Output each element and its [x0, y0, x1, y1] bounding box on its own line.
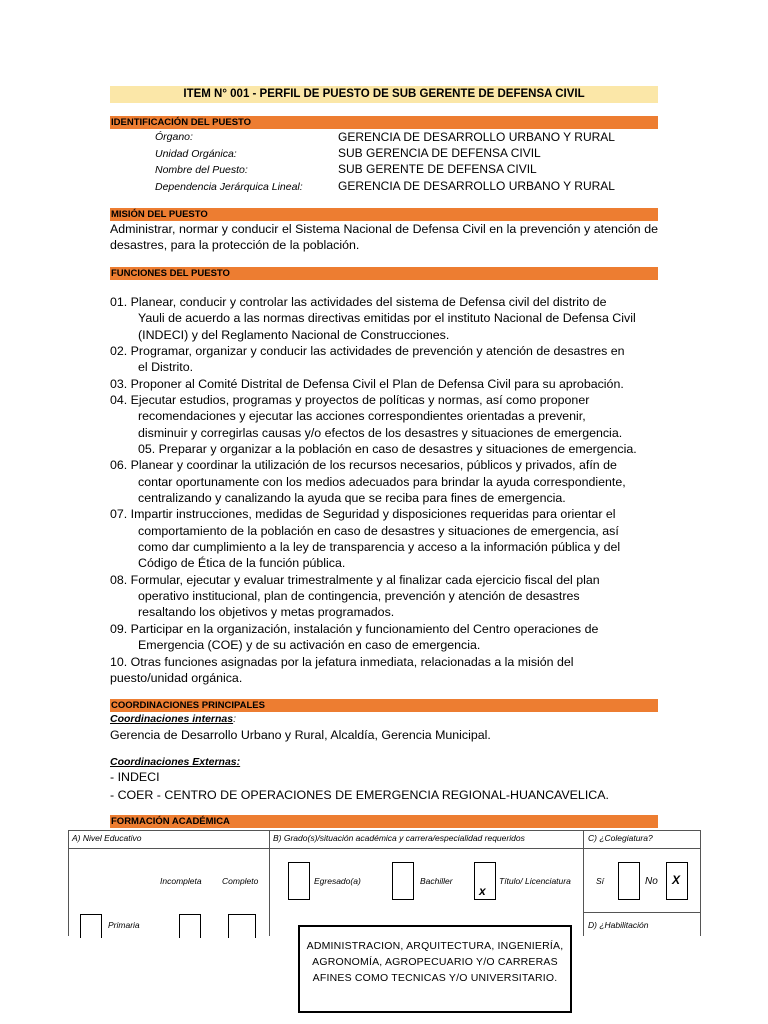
- funcion-line: resaltando los objetivos y metas programados.: [138, 605, 395, 619]
- section-formacion-header: FORMACIÓN ACADÉMICA: [110, 815, 658, 828]
- funcion-line: 04. Ejecutar estudios, programas y proyectos de políticas y normas, así como proponer: [110, 393, 590, 407]
- coordinaciones-externas-label: Coordinaciones Externas:: [110, 756, 241, 768]
- funcion-line: como dar cumplimiento a la ley de transparencia y acceso a la información pública y del: [138, 540, 621, 554]
- organo-value: GERENCIA DE DESARROLLO URBANO Y RURAL: [338, 130, 615, 144]
- funcion-line: 02. Programar, organizar y conducir las actividades de prevención y atención de desastres en: [110, 344, 625, 358]
- funcion-line: 10. Otras funciones asignadas por la jefatura inmediata, relacionadas a la misión del: [110, 655, 574, 669]
- funcion-line: 07. Impartir instrucciones, medidas de Seguridad y disposiciones requeridas para orientar el: [110, 507, 616, 521]
- funcion-line: disminuir y corregirlas causas y/o efectos de los desastres y situaciones de emergencia.: [138, 426, 623, 440]
- primaria-checkbox[interactable]: [80, 914, 102, 938]
- section-funciones-header: FUNCIONES DEL PUESTO: [110, 267, 658, 280]
- puesto-label: Nombre del Puesto:: [155, 164, 248, 176]
- table-border: [68, 848, 701, 849]
- funcion-line: (INDECI) y del Reglamento Nacional de Construcciones.: [138, 328, 450, 342]
- organo-label: Órgano:: [155, 131, 193, 143]
- dependencia-label: Dependencia Jerárquica Lineal:: [155, 181, 303, 193]
- egresado-checkbox[interactable]: [288, 862, 310, 900]
- dependencia-value: GERENCIA DE DESARROLLO URBANO Y RURAL: [338, 179, 615, 193]
- funcion-line: puesto/unidad orgánica.: [110, 671, 243, 685]
- funcion-line: Emergencia (COE) y de su activación en caso de emergencia.: [138, 638, 481, 652]
- funcion-line: contar oportunamente con los medios adecuados para brindar la ayuda correspondiente,: [138, 475, 626, 489]
- no-label: No: [645, 876, 658, 887]
- coordinacion-externa-item: - INDECI: [110, 770, 160, 784]
- table-border: [68, 830, 701, 831]
- section-coordinaciones-header: COORDINACIONES PRINCIPALES: [110, 699, 658, 712]
- colegiatura-si-checkbox[interactable]: [618, 862, 640, 900]
- coordinaciones-internas-label: Coordinaciones internas:: [110, 713, 237, 725]
- coordinacion-externa-item: - COER - CENTRO DE OPERACIONES DE EMERGENCIA REGIONAL-HUANCAVELICA.: [110, 788, 609, 802]
- primaria-completo-checkbox[interactable]: [228, 914, 256, 938]
- page-title: ITEM N° 001 - PERFIL DE PUESTO DE SUB GERENTE DE DEFENSA CIVIL: [110, 86, 658, 103]
- funcion-line: 05. Preparar y organizar a la población en caso de desastres y situaciones de emergencia.: [138, 442, 637, 456]
- funcion-line: 09. Participar en la organización, instalación y funcionamiento del Centro operaciones de: [110, 622, 599, 636]
- funcion-line: el Distrito.: [138, 360, 194, 374]
- coordinaciones-internas-text: Gerencia de Desarrollo Urbano y Rural, Alcaldía, Gerencia Municipal.: [110, 728, 491, 742]
- section-mision-header: MISIÓN DEL PUESTO: [110, 208, 658, 221]
- mision-text: Administrar, normar y conducir el Sistema Nacional de Defensa Civil en la prevención y atención de desastres, para la protección de la población.: [110, 222, 658, 253]
- col-habilitacion: D) ¿Habilitación: [588, 920, 649, 930]
- section-identificacion-header: IDENTIFICACIÓN DEL PUESTO: [110, 116, 658, 129]
- egresado-label: Egresado(a): [314, 876, 361, 886]
- bachiller-label: Bachiller: [420, 876, 453, 886]
- funcion-line: 03. Proponer al Comité Distrital de Defensa Civil el Plan de Defensa Civil para su aprobación.: [110, 377, 624, 391]
- table-border: [583, 912, 701, 913]
- funcion-line: Yauli de acuerdo a las normas directivas emitidas por el instituto Nacional de Defensa Civil: [138, 311, 636, 325]
- table-border: [700, 830, 701, 936]
- primaria-label: Primaria: [108, 920, 140, 930]
- col-nivel-educativo: A) Nivel Educativo: [72, 833, 142, 843]
- table-border: [68, 830, 69, 936]
- funcion-line: comportamiento de la población en caso de desastres y situaciones de emergencia, así: [138, 524, 619, 538]
- funcion-line: 08. Formular, ejecutar y evaluar trimestralmente y al finalizar cada ejercicio fiscal del plan: [110, 573, 600, 587]
- colegiatura-no-mark: X: [672, 873, 681, 887]
- si-label: Sí: [596, 876, 605, 886]
- careers-box: ADMINISTRACION, ARQUITECTURA, INGENIERÍA, AGRONOMÍA, AGROPECUARIO Y/O CARRERAS AFINES COMO TECNICAS Y/O UNIVERSITARIO.: [298, 925, 572, 1013]
- funcion-line: centralizando y canalizando la ayuda que se reciba para fines de emergencia.: [138, 491, 566, 505]
- col-colegiatura: C) ¿Colegiatura?: [588, 833, 653, 843]
- funcion-line: operativo institucional, plan de contingencia, prevención y atención de desastres: [138, 589, 580, 603]
- table-border: [269, 830, 270, 936]
- bachiller-checkbox[interactable]: [392, 862, 414, 900]
- table-border: [583, 830, 584, 936]
- col-grado: B) Grado(s)/situación académica y carrera/especialidad requeridos: [273, 833, 525, 843]
- unidad-label: Unidad Orgánica:: [155, 148, 237, 160]
- incompleta-label: Incompleta: [160, 876, 202, 886]
- unidad-value: SUB GERENCIA DE DEFENSA CIVIL: [338, 146, 541, 160]
- completo-label: Completo: [222, 876, 259, 886]
- funcion-line: recomendaciones y ejecutar las acciones correspondientes orientadas a prevenir,: [138, 409, 586, 423]
- titulo-label: Título/ Licenciatura: [499, 876, 571, 886]
- funcion-line: 06. Planear y coordinar la utilización de los recursos necesarios, públicos y privados, afín de: [110, 458, 617, 472]
- funcion-line: 01. Planear, conducir y controlar las actividades del sistema de Defensa civil del distrito de: [110, 295, 607, 309]
- primaria-incompleta-checkbox[interactable]: [179, 914, 201, 938]
- titulo-check-mark: x: [479, 884, 486, 898]
- funcion-line: Código de Ética de la función pública.: [138, 556, 346, 570]
- puesto-value: SUB GERENTE DE DEFENSA CIVIL: [338, 162, 537, 176]
